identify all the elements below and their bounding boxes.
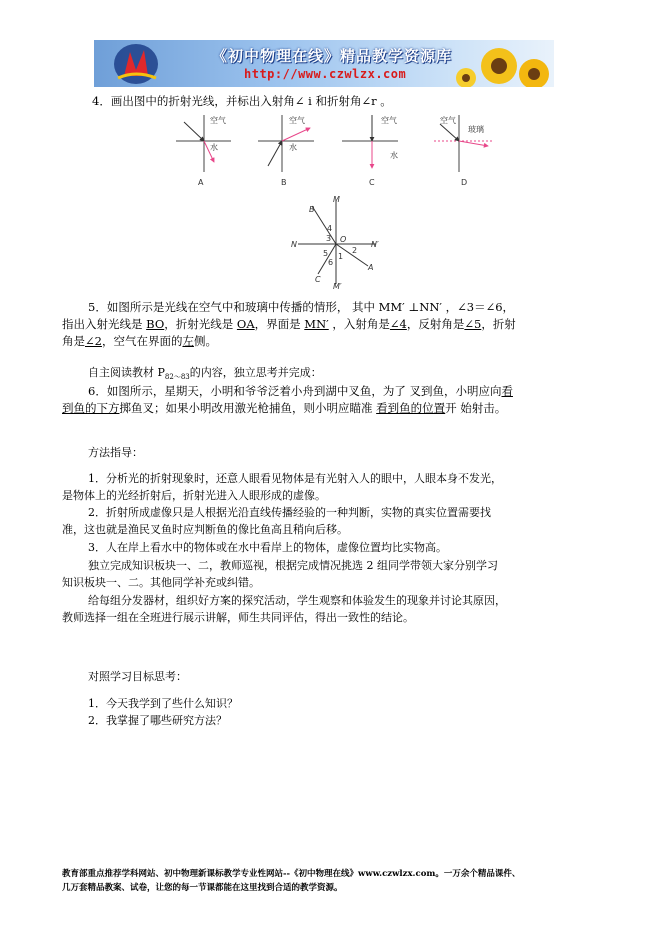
- answer-6b: 看到鱼的位置: [376, 401, 446, 415]
- banner-url: http://www.czwlzx.com: [244, 67, 407, 81]
- fig5-label-o: O: [340, 235, 347, 244]
- method-line-4: 准，这也就是渔民叉鱼时应判断鱼的像比鱼高且稍向后移。: [62, 523, 348, 536]
- question-6-line-2: 到鱼的下方掷鱼叉；如果小明改用激光枪捕鱼，则小明应瞄准 看到鱼的位置开 始射击。: [62, 401, 507, 415]
- fig-b-water-label: 水: [289, 143, 297, 152]
- method-line-3: 2．折射所成虚像只是人根据光沿直线传播经验的一种判断，实物的真实位置需要找: [88, 506, 491, 519]
- method-line-2: 是物体上的光经折射后，折射光进入人眼形成的虚像。: [62, 489, 326, 502]
- answer-incident-ray: BO: [146, 317, 165, 331]
- fig5-angle-2: 2: [352, 246, 358, 255]
- fig5-angle-4: 4: [327, 224, 333, 233]
- footer-line-1: 教育部重点推荐学科网站、初中物理新课标教学专业性网站--《初中物理在线》www.czwlzx.com。一万余个精品课件、: [62, 869, 521, 879]
- method-line-1: 1．分析光的折射现象时，还意人眼看见物体是有光射入人的眼中，人眼本身不发光，: [88, 472, 502, 485]
- fig-d-glass-label: 玻璃: [468, 125, 484, 134]
- method-line-9: 教师选择一组在全班进行展示讲解，师生共同评估，得出一致性的结论。: [62, 611, 414, 624]
- method-heading: 方法指导：: [88, 446, 143, 459]
- answer-refracted-ray: OA: [236, 317, 255, 331]
- method-line-7: 知识板块一、二。其他同学补充或纠错。: [62, 576, 260, 589]
- fig5-label-a: A: [368, 263, 374, 272]
- answer-air-side: 左: [182, 334, 194, 348]
- reflection-question-2: 2．我掌握了哪些研究方法？: [88, 714, 227, 727]
- question-5-line-3: 角是∠2，空气在界面的左侧。: [62, 334, 217, 348]
- fig-a-air-label: 空气: [210, 116, 226, 125]
- method-line-8: 给每组分发器材，组织好方案的探究活动，学生观察和体验发生的现象并讨论其原因，: [88, 594, 506, 607]
- method-line-6: 独立完成知识板块一、二，教师巡视，根据完成情况挑选 2 组同学带领大家分别学习: [88, 559, 498, 572]
- footer-line-2: 几万套精品教案、试卷，让您的每一节课都能在这里找到合适的教学资源。: [62, 883, 343, 893]
- fig-d-air-label: 空气: [440, 116, 456, 125]
- fig5-label-n-prime: N′: [371, 240, 379, 249]
- figure-b: [258, 115, 314, 172]
- fig5-label-m: M: [333, 195, 340, 204]
- question-6-line-1: 6．如图所示，星期天，小明和爷爷泛着小舟到湖中叉鱼，为了 叉到鱼，小明应向看: [88, 384, 513, 398]
- question-5-line-1: 5．如图所示是光线在空气中和玻璃中传播的情形， 其中 MM′ ⊥NN′ ，∠3＝∠6，: [88, 300, 515, 314]
- answer-6a-part1: 看: [501, 384, 513, 398]
- fig-d-caption: D: [461, 178, 468, 187]
- answer-reflection-angle: ∠5: [464, 317, 482, 331]
- fig5-angle-3: 3: [326, 234, 332, 243]
- banner-title: 《初中物理在线》精品教学资源库: [212, 47, 453, 65]
- fig-c-water-label: 水: [390, 151, 398, 160]
- fig-a-water-label: 水: [210, 143, 218, 152]
- fig-a-caption: A: [198, 178, 204, 187]
- fig5-angle-6: 6: [328, 258, 334, 267]
- method-line-5: 3．人在岸上看水中的物体或在水中看岸上的物体，虚像位置均比实物高。: [88, 541, 447, 554]
- fig-b-caption: B: [281, 178, 287, 187]
- self-reading-instruction: 自主阅读教材 $P_{82\sim 83}$的内容，独立思考并完成：: [88, 366, 322, 382]
- header-banner: [94, 40, 554, 87]
- answer-6a-part2: 到鱼的下方: [62, 401, 120, 415]
- answer-incidence-angle: ∠4: [389, 317, 407, 331]
- fig5-label-n: N: [291, 240, 297, 249]
- fig5-label-m-prime: M′: [333, 282, 342, 291]
- fig5-label-b: B: [309, 205, 315, 214]
- question-4-text: 4．画出图中的折射光线，并标出入射角∠ i 和折射角∠r 。: [92, 94, 392, 108]
- fig5-angle-5: 5: [323, 249, 329, 258]
- reflection-heading: 对照学习目标思考：: [88, 670, 187, 683]
- fig5-label-c: C: [315, 275, 321, 284]
- answer-interface: MN′: [304, 317, 329, 331]
- fig-c-caption: C: [369, 178, 375, 187]
- question-5-line-2: 指出入射光线是 BO，折射光线是 OA，界面是 MN′ ，入射角是∠4，反射角是∠5，折射: [62, 317, 516, 331]
- fig-c-air-label: 空气: [381, 116, 397, 125]
- fig-b-air-label: 空气: [289, 116, 305, 125]
- answer-refraction-angle: ∠2: [85, 334, 102, 348]
- reflection-question-1: 1．今天我学到了些什么知识？: [88, 697, 238, 710]
- fig5-angle-1: 1: [338, 252, 344, 261]
